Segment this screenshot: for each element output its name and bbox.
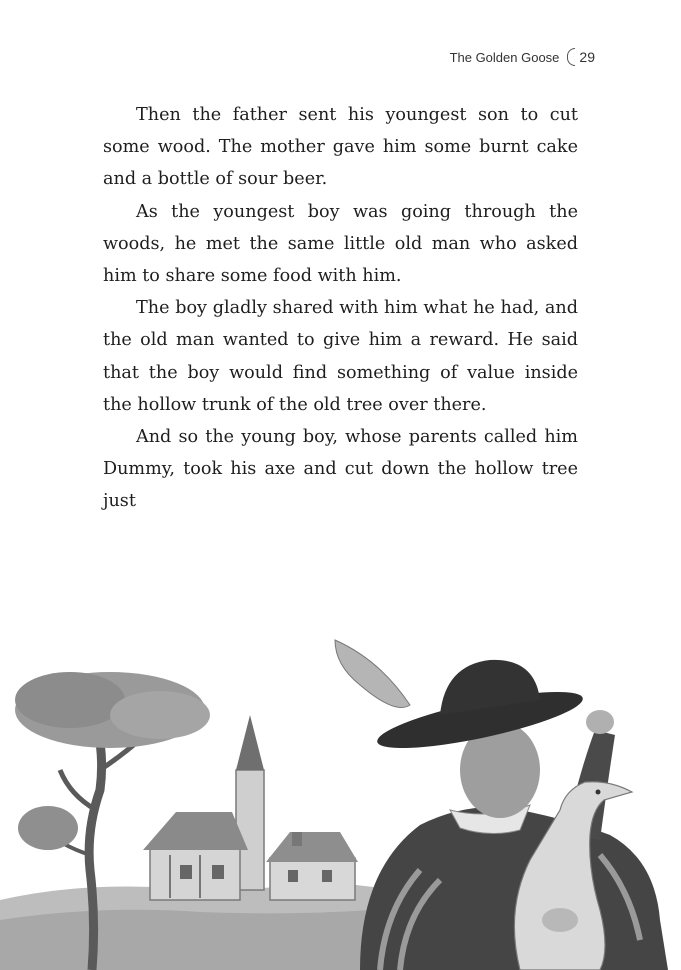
page-bracket-ornament <box>567 48 575 66</box>
story-illustration <box>0 620 681 970</box>
story-text <box>103 99 578 518</box>
page-number: 29 <box>579 49 595 65</box>
paragraph: And so the young boy, whose parents called him Dummy, took his axe and cut down the hollow tree just <box>103 427 578 512</box>
running-header <box>450 48 595 66</box>
paragraph: Then the father sent his youngest son to cut some wood. The mother gave him some burnt cake and a bottle of sour beer. <box>103 105 578 190</box>
book-title: The Golden Goose <box>449 49 560 65</box>
paragraph: The boy gladly shared with him what he had, and the old man wanted to give him a reward. He said that the boy would find something of value inside the hollow trunk of the old tree over there. <box>103 298 578 415</box>
village <box>143 715 358 900</box>
boy-with-goose <box>335 640 668 970</box>
paragraph: As the youngest boy was going through the woods, he met the same little old man who asked him to share some food with him. <box>103 201 578 287</box>
